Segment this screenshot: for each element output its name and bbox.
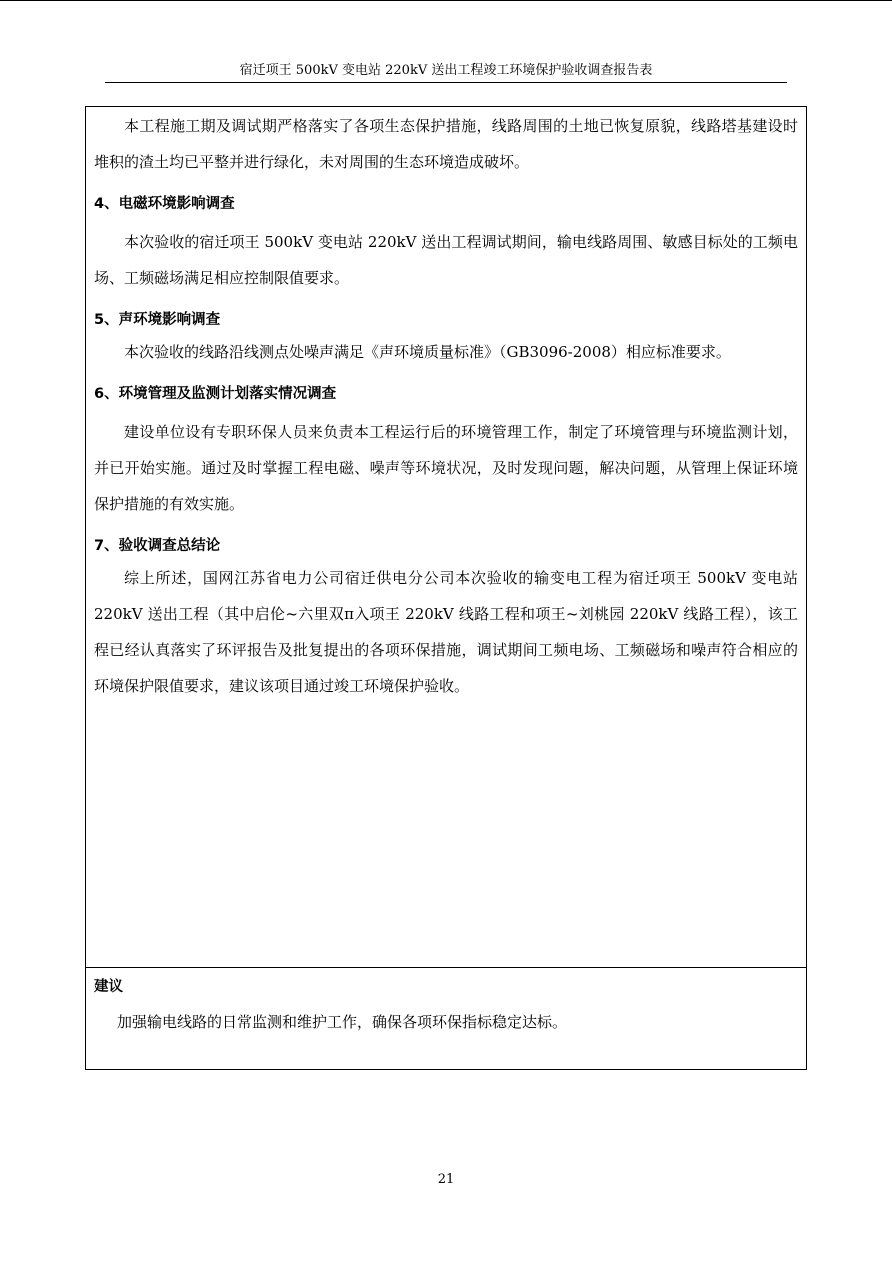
section-paragraph-em: 本次验收的宿迁项王 500kV 变电站 220kV 送出工程调试期间，输电线路周围、敏感目标处的工频电场、工频磁场满足相应控制限值要求。 (94, 233, 798, 287)
recommendation-heading: 建议 (94, 979, 123, 995)
top-border-line (0, 0, 892, 1)
page-number: 21 (437, 1172, 455, 1187)
recommendation-paragraph: 加强输电线路的日常监测和维护工作，确保各项环保指标稳定达标。 (117, 1013, 568, 1031)
section-heading-noise: 5、声环境影响调查 (94, 312, 221, 328)
findings-cell (86, 107, 806, 968)
intro-paragraph: 本工程施工期及调试期严格落实了各项生态保护措施，线路周围的土地已恢复原貌，线路塔基建设时堆积的渣土均已平整并进行绿化，未对周围的生态环境造成破坏。 (94, 117, 798, 171)
section-heading-conclusion: 7、验收调查总结论 (94, 538, 221, 554)
section-heading-management: 6、环境管理及监测计划落实情况调查 (94, 386, 337, 402)
section-paragraph-noise: 本次验收的线路沿线测点处噪声满足《声环境质量标准》（GB3096-2008）相应标准要求。 (124, 343, 731, 361)
report-table (85, 106, 807, 1070)
page-header: 宿迁项王 500kV 变电站 220kV 送出工程竣工环境保护验收调查报告表 (105, 62, 787, 83)
recommendation-cell (86, 968, 806, 1069)
section-paragraph-conclusion: 综上所述，国网江苏省电力公司宿迁供电分公司本次验收的输变电工程为宿迁项王 500kV 变电站 220kV 送出工程（其中启伦~六里双π入项王 220kV 线路工程和项王~刘桃园 220kV 线路工程），该工程已经认真落实了环评报告及批复提出的各项环保措施，调试期间工频电场、工频磁场和噪声符合相应的环境保护限值要求，建议该项目通过竣工环境保护验收。 (94, 569, 798, 695)
section-heading-em: 4、电磁环境影响调查 (94, 196, 235, 212)
section-paragraph-management: 建设单位设有专职环保人员来负责本工程运行后的环境管理工作，制定了环境管理与环境监测计划，并已开始实施。通过及时掌握工程电磁、噪声等环境状况，及时发现问题，解决问题，从管理上保证环境保护措施的有效实施。 (94, 423, 798, 513)
